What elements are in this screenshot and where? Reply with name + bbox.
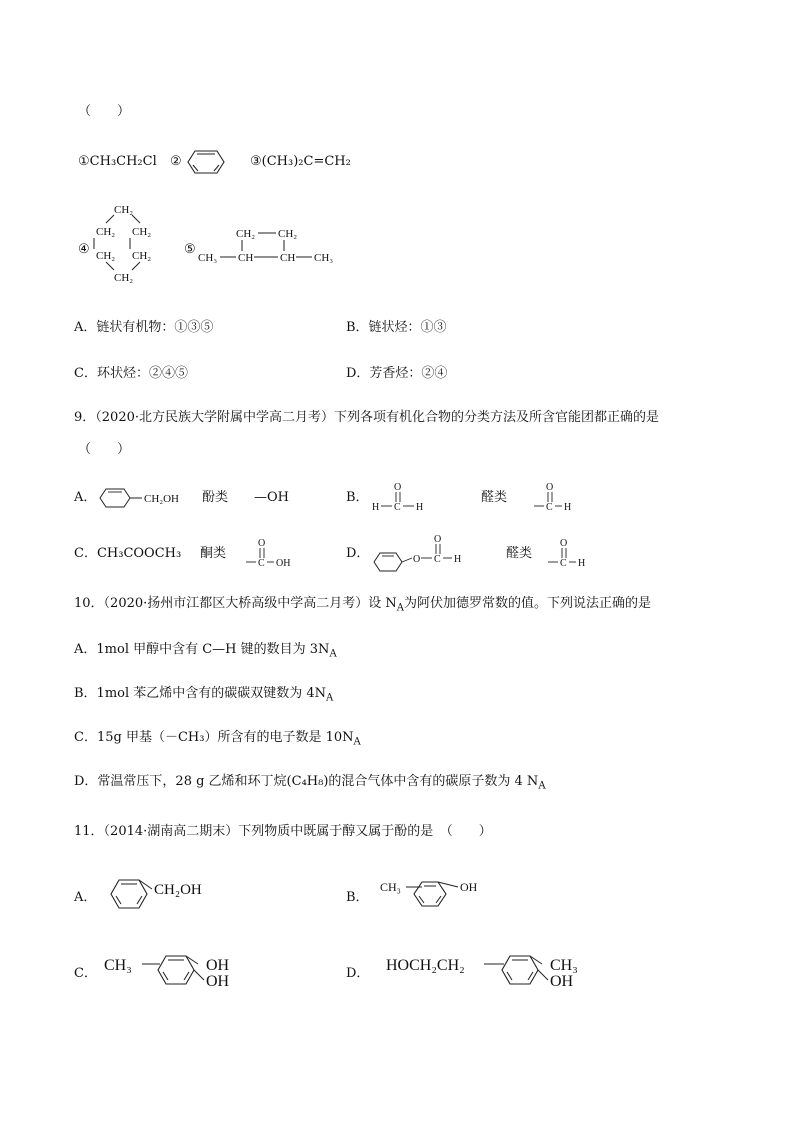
q8-option-d: D．芳香烃：②④	[346, 366, 448, 381]
atom-o: O	[394, 482, 402, 493]
atom-o: O	[258, 538, 266, 549]
ch2-right-2: CH₂	[132, 250, 152, 262]
formaldehyde-structure	[370, 480, 430, 516]
q8-answer-paren: （ ）	[78, 104, 131, 119]
cyclohexane-structure	[92, 200, 162, 288]
carboxyl-group-structure	[244, 536, 298, 572]
q9-option-c-class: 酮类	[200, 546, 227, 561]
q8-item-4-label: ④	[78, 242, 90, 257]
oh-label: OH	[460, 880, 478, 894]
ch2-right-1: CH₂	[132, 226, 152, 238]
q10-option-c: C．15g 甲基（－CH₃）所含有的电子数是 $10N_A$	[74, 730, 361, 748]
q9-option-a-class: 酚类	[202, 490, 229, 505]
ch2oh-label: CH₂OH	[144, 493, 180, 505]
q9-option-b-label: B．	[346, 490, 369, 505]
q8-option-b: B．链状烃：①③	[346, 320, 447, 335]
benzyl-alcohol-structure	[98, 486, 190, 510]
benzene-ring-structure	[186, 148, 226, 176]
oh-label: OH	[550, 973, 574, 990]
q10-option-b: B．1mol 苯乙烯中含有的碳碳双键数为 $4N_A$	[74, 686, 334, 704]
benzyl-alcohol-structure-q11	[108, 876, 238, 916]
q9-option-a-group: —OH	[254, 490, 289, 505]
atom-o: O	[546, 482, 554, 493]
aldehyde-group-structure-d	[546, 536, 590, 572]
ch-left: CH	[238, 252, 254, 264]
methylcatechol-structure	[104, 950, 254, 996]
ch2-left: CH₂	[236, 228, 256, 240]
q8-option-c: C．环状烃：②④⑤	[74, 366, 188, 381]
q9-stem: 9．（2020·北方民族大学附属中学高二月考）下列各项有机化合物的分类方法及所含官能团都正确的是	[74, 410, 659, 425]
ch2oh-label: CH₂OH	[154, 882, 202, 898]
atom-h: H	[454, 554, 462, 565]
ch2-right: CH₂	[278, 228, 298, 240]
cresol-structure	[378, 876, 488, 916]
atom-c: C	[394, 502, 401, 513]
q9-option-c-label: C．CH₃COOCH₃	[74, 546, 182, 561]
atom-o-ester: O	[413, 554, 421, 565]
ch2-top: CH₂	[114, 204, 134, 216]
q9-answer-paren: （ ）	[78, 442, 131, 457]
q11-option-c-label: C．	[74, 966, 97, 981]
q10-option-d: D．常温常压下，28 g 乙烯和环丁烷(C₄H₈)的混合气体中含有的碳原子数为 4 $N_A$	[74, 774, 546, 792]
oh-lower-label: OH	[206, 973, 230, 990]
atom-o: O	[434, 534, 442, 545]
atom-c: C	[560, 558, 567, 569]
atom-h-right: H	[416, 502, 424, 513]
atom-h-left: H	[372, 502, 380, 513]
q8-item-3: ③(CH₃)₂C=CH₂	[250, 154, 351, 169]
atom-c: C	[434, 554, 441, 565]
ch-right: CH	[280, 252, 296, 264]
q8-option-a: A．链状有机物：①③⑤	[74, 320, 214, 335]
q8-item-2-label: ②	[170, 154, 182, 169]
q8-item-1: ①CH₃CH₂Cl	[78, 154, 157, 169]
atom-c: C	[546, 502, 553, 513]
ch2-left-1: CH₂	[96, 226, 116, 238]
ch3-left: CH₃	[198, 252, 218, 264]
q10-stem: 10．（2020·扬州市江都区大桥高级中学高二月考）设 $N_A$为阿伏加德罗常数的值。下列说法正确的是	[74, 596, 652, 614]
ch3-right: CH₃	[314, 252, 334, 264]
q11-stem: 11．（2014·湖南高二期末）下列物质中既属于醇又属于酚的是 （ ）	[74, 824, 492, 839]
hydroxyethyl-cresol-structure	[384, 950, 624, 996]
q11-option-a-label: A．	[74, 890, 97, 905]
phenyl-formate-structure	[372, 534, 478, 574]
ch3-label: CH₃	[104, 957, 132, 974]
q10-option-a: A．1mol 甲醇中含有 C—H 键的数目为 $3N_A$	[74, 642, 337, 660]
q8-item-5-label: ⑤	[184, 242, 196, 257]
cyclobutane-structure	[196, 224, 342, 268]
atom-c: C	[258, 558, 265, 569]
hoch2ch2-label: HOCH₂CH₂	[386, 957, 465, 974]
q11-option-b-label: B．	[346, 890, 369, 905]
q9-option-d-label: D．	[346, 546, 370, 561]
q9-option-d-class: 醛类	[506, 546, 533, 561]
aldehyde-group-structure	[532, 480, 576, 516]
atom-h: H	[564, 502, 572, 513]
oh-upper-label: OH	[206, 957, 230, 974]
ch2-left-2: CH₂	[96, 250, 116, 262]
atom-oh: OH	[276, 558, 291, 569]
q9-option-b-class: 醛类	[481, 490, 508, 505]
q11-option-d-label: D．	[346, 966, 370, 981]
ch3-label: CH₃	[550, 957, 578, 974]
atom-h: H	[578, 558, 586, 569]
ch3-label: CH₃	[380, 880, 401, 894]
atom-o: O	[560, 538, 568, 549]
ch2-bottom: CH₂	[114, 272, 134, 284]
q9-option-a-label: A．	[74, 490, 97, 505]
